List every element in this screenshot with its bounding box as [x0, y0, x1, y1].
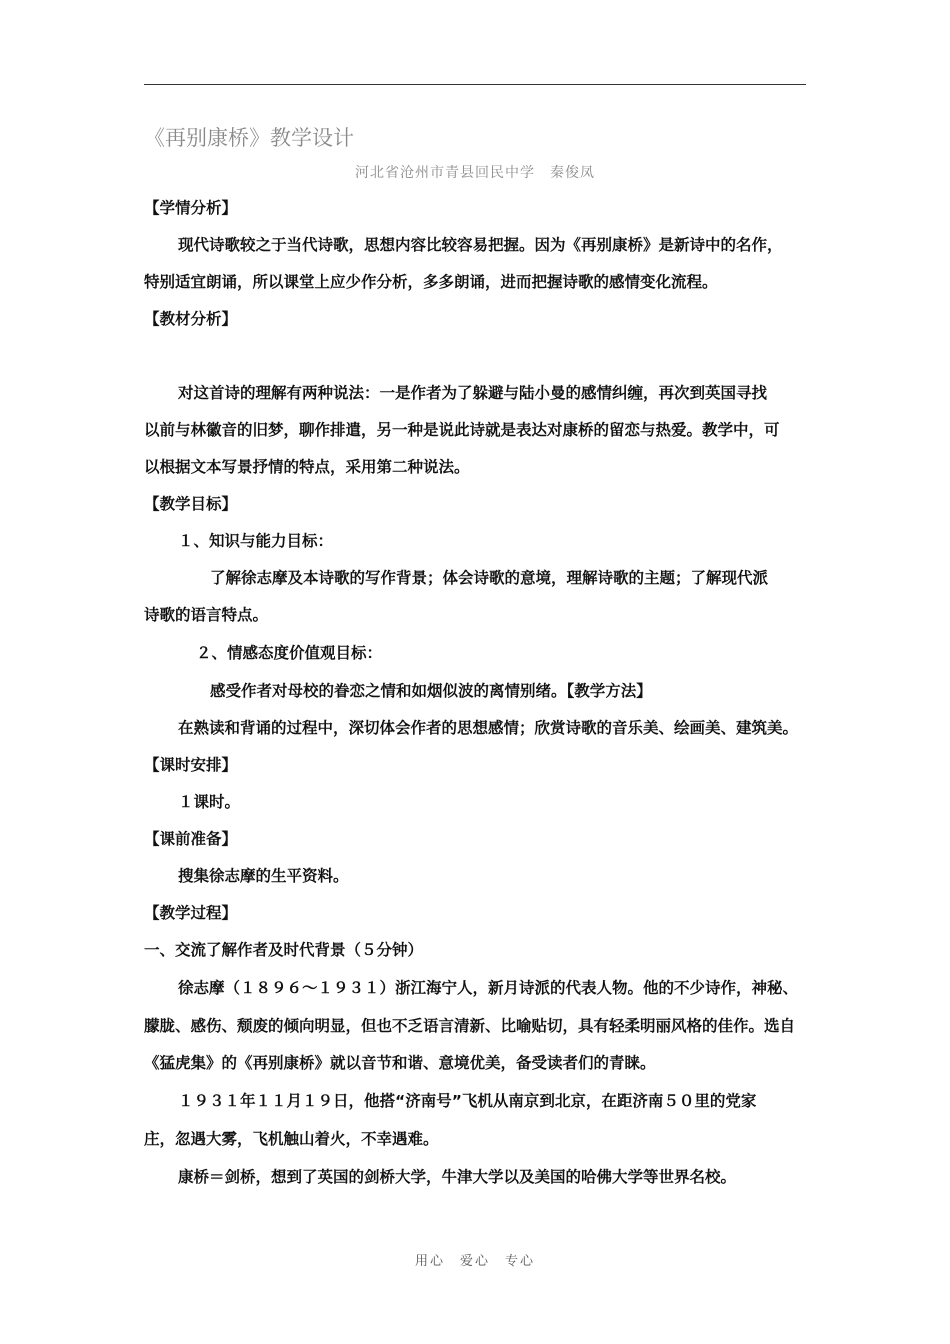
paragraph-line: 朦胧、感伤、颓废的倾向明显，但也不乏语言清新、比喻贴切，具有轻柔明丽风格的佳作。选自: [144, 1017, 796, 1035]
paragraph-line: 康桥＝剑桥，想到了英国的剑桥大学，牛津大学以及美国的哈佛大学等世界名校。: [178, 1168, 737, 1186]
subsection-heading: 一、交流了解作者及时代背景（５分钟）: [144, 941, 424, 959]
paragraph-line: 以根据文本写景抒情的特点，采用第二种说法。: [144, 458, 470, 476]
paragraph-line: 以前与林徽音的旧梦，聊作排遣，另一种是说此诗就是表达对康桥的留恋与热爱。教学中，可: [144, 421, 780, 439]
list-item: ２、情感态度价值观目标：: [196, 644, 383, 662]
paragraph-line: １９３１年１１月１９日，他搭“济南号”飞机从南京到北京，在距济南５０里的党家: [178, 1092, 757, 1110]
header-rule: [144, 84, 806, 85]
section-heading-schedule: 【课时安排】: [144, 756, 238, 774]
list-item: １、知识与能力目标：: [178, 532, 334, 550]
section-heading-preparation: 【课前准备】: [144, 830, 238, 848]
page-footer: 用心 爱心 专心: [414, 1254, 535, 1269]
paragraph-line: １课时。: [178, 793, 241, 811]
paragraph-line: 搜集徐志摩的生平资料。: [178, 867, 349, 885]
paragraph-line: 庄，忽遇大雾，飞机触山着火，不幸遇难。: [144, 1130, 439, 1148]
paragraph-line: 在熟读和背诵的过程中，深切体会作者的思想感情；欣赏诗歌的音乐美、绘画美、建筑美。: [178, 719, 799, 737]
paragraph-line: 徐志摩（１８９６～１９３１）浙江海宁人，新月诗派的代表人物。他的不少诗作，神秘、: [178, 979, 799, 997]
paragraph-line: 对这首诗的理解有两种说法：一是作者为了躲避与陆小曼的感情纠缠，再次到英国寻找: [178, 384, 768, 402]
paragraph-line: 《猛虎集》的《再别康桥》就以音节和谐、意境优美，备受读者们的青睐。: [144, 1054, 656, 1072]
paragraph-line: 诗歌的语言特点。: [144, 606, 269, 624]
document-author: 河北省沧州市青县回民中学 秦俊凤: [355, 165, 595, 181]
paragraph-line: 特别适宜朗诵，所以课堂上应少作分析，多多朗诵，进而把握诗歌的感情变化流程。: [144, 273, 718, 291]
paragraph-line: 感受作者对母校的眷恋之情和如烟似波的离情别绪。【教学方法】: [210, 682, 652, 700]
section-heading-teaching-goals: 【教学目标】: [144, 495, 238, 513]
document-title: 《再别康桥》教学设计: [144, 126, 354, 150]
section-heading-student-analysis: 【学情分析】: [144, 199, 238, 217]
paragraph-line: 现代诗歌较之于当代诗歌，思想内容比较容易把握。因为《再别康桥》是新诗中的名作，: [178, 236, 783, 254]
section-heading-material-analysis: 【教材分析】: [144, 310, 238, 328]
paragraph-line: 了解徐志摩及本诗歌的写作背景；体会诗歌的意境，理解诗歌的主题；了解现代派: [210, 569, 769, 587]
section-heading-process: 【教学过程】: [144, 904, 238, 922]
